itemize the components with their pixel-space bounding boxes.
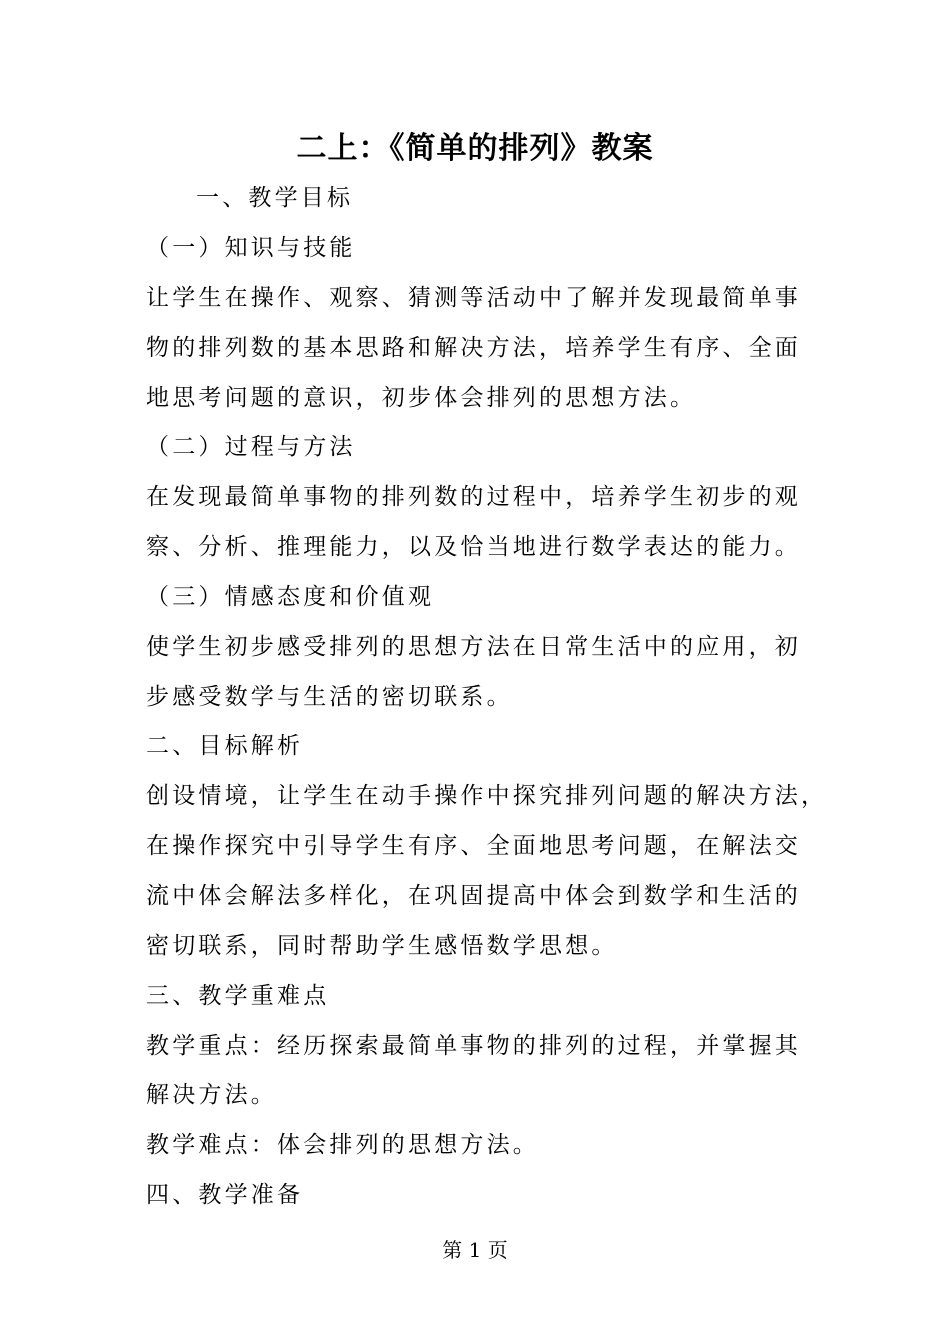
section-heading-objectives: 一、教学目标 [196,185,354,211]
paragraph-line: 教学难点：体会排列的思想方法。 [146,1132,539,1158]
page-number: 第 1 页 [442,1238,508,1262]
document-title: 二上：《简单的排列》教案 [296,131,654,166]
paragraph-line: 物的排列数的基本思路和解决方法，培养学生有序、全面 [146,335,801,361]
paragraph-line: 创设情境，让学生在动手操作中探究排列问题的解决方法， [146,783,828,809]
subheading-process-method: （二）过程与方法 [146,434,356,460]
paragraph-line: 在操作探究中引导学生有序、全面地思考问题，在解法交 [146,833,801,859]
paragraph-line: 在发现最简单事物的排列数的过程中，培养学生初步的观 [146,484,801,510]
paragraph-line: 流中体会解法多样化，在巩固提高中体会到数学和生活的 [146,883,801,909]
section-heading-key-points: 三、教学重难点 [146,983,330,1009]
paragraph-line: 步感受数学与生活的密切联系。 [146,684,513,710]
paragraph-line: 解决方法。 [146,1082,277,1108]
section-heading-preparation: 四、教学准备 [146,1182,304,1208]
paragraph-line: 教学重点：经历探索最简单事物的排列的过程，并掌握其 [146,1033,801,1059]
paragraph-line: 使学生初步感受排列的思想方法在日常生活中的应用，初 [146,634,801,660]
paragraph-line: 地思考问题的意识，初步体会排列的思想方法。 [146,385,697,411]
subheading-knowledge-skills: （一）知识与技能 [146,235,356,261]
paragraph-line: 让学生在操作、观察、猜测等活动中了解并发现最简单事 [146,285,801,311]
paragraph-line: 察、分析、推理能力，以及恰当地进行数学表达的能力。 [146,534,801,560]
paragraph-line: 密切联系，同时帮助学生感悟数学思想。 [146,933,618,959]
subheading-emotion-values: （三）情感态度和价值观 [146,584,435,610]
section-heading-analysis: 二、目标解析 [146,733,304,759]
